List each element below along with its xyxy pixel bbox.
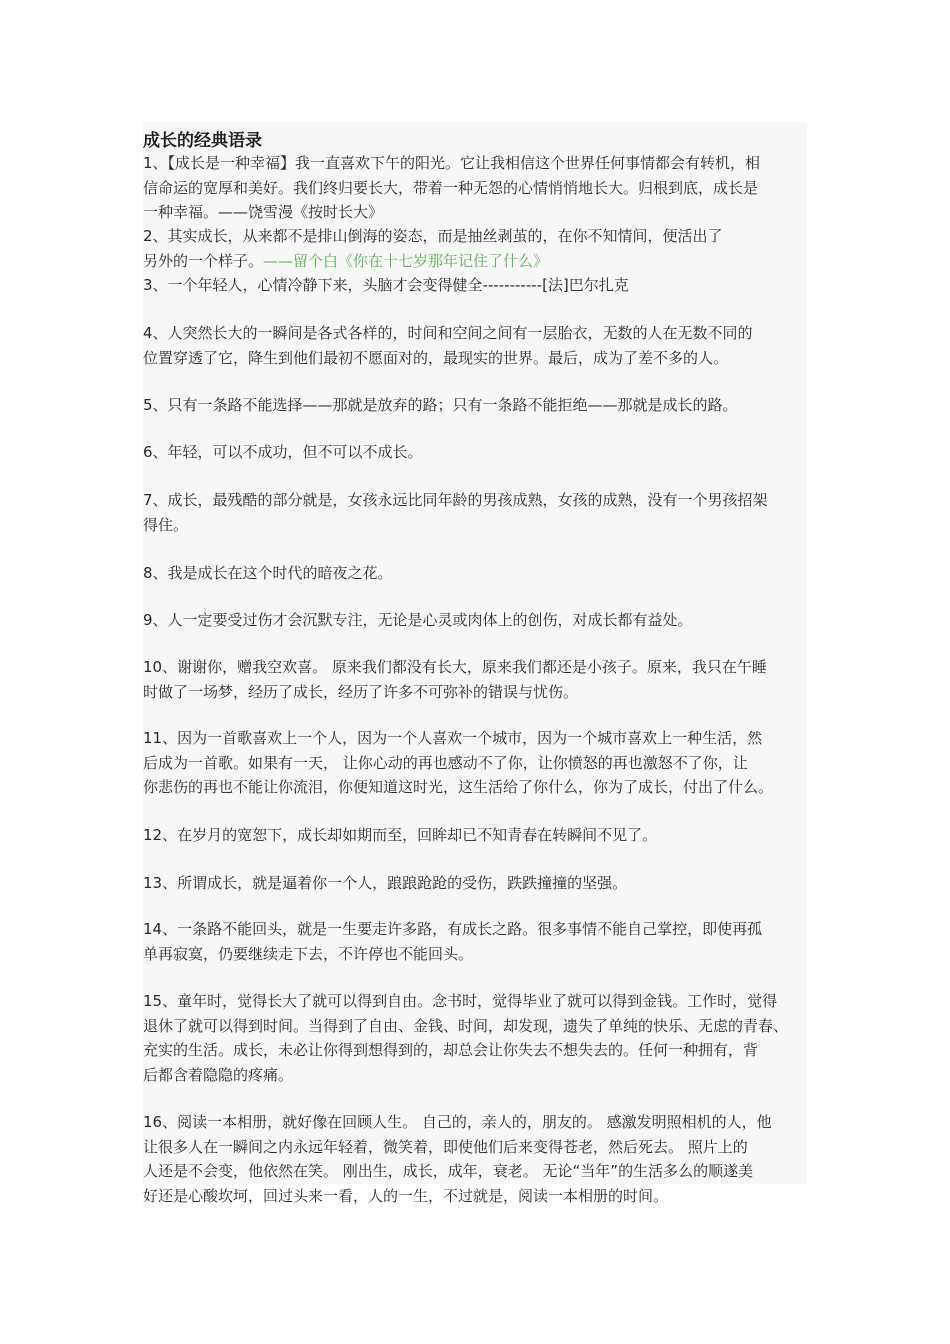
quote-line: 退休了就可以得到时间。当得到了自由、金钱、时间，却发现，遗失了单纯的快乐、无虑的青春、 — [143, 1016, 789, 1035]
quote-line: 16、阅读一本相册，就好像在回顾人生。 自己的，亲人的，朋友的。 感激发明照相机的人，他 — [143, 1113, 772, 1131]
quote-line: 11、因为一首歌喜欢上一个人，因为一个人喜欢一个城市，因为一个城市喜欢上一种生活，然 — [143, 729, 763, 747]
quote-16 — [143, 1110, 807, 1208]
quote-line: 位置穿透了它，降生到他们最初不愿面对的，最现实的世界。最后，成为了差不多的人。 — [143, 348, 729, 367]
quote-line: 单再寂寞，仍要继续走下去，不许停也不能回头。 — [143, 944, 474, 963]
quote-line: 8、我是成长在这个时代的暗夜之花。 — [143, 564, 393, 582]
quote-3 — [143, 273, 807, 298]
quote-text: 另外的一个样子。 — [143, 251, 264, 270]
quote-15 — [143, 989, 807, 1087]
quote-line — [143, 249, 807, 274]
quote-line: 后成为一首歌。如果有一天， 让你心动的再也感动不了你，让你愤怒的再也激怒不了你，让 — [143, 753, 748, 772]
quote-line: 后都含着隐隐的疼痛。 — [143, 1065, 294, 1084]
quote-line: 一种幸福。——饶雪漫《按时长大》 — [143, 203, 384, 221]
quote-line: 6、年轻，可以不成功，但不可以不成长。 — [143, 443, 423, 461]
quote-line: 你悲伤的再也不能让你流泪，你便知道这时光，这生活给了你什么，你为了成长，付出了什么。 — [143, 778, 774, 796]
quote-4 — [143, 321, 807, 370]
quote-12 — [143, 823, 807, 848]
quote-8 — [143, 561, 807, 586]
quote-11 — [143, 726, 807, 800]
quote-line: 让很多人在一瞬间之内永远年轻着，微笑着，即使他们后来变得苍老，然后死去。 照片上的 — [143, 1137, 748, 1156]
quote-line: 7、成长，最残酷的部分就是，女孩永远比同年龄的男孩成熟，女孩的成熟，没有一个男孩招架 — [143, 491, 768, 509]
quote-line: 5、只有一条路不能选择——那就是放弃的路；只有一条路不能拒绝——那就是成长的路。 — [143, 396, 738, 414]
quote-2 — [143, 224, 807, 273]
quote-line: 4、人突然长大的一瞬间是各式各样的，时间和空间之间有一层胎衣，无数的人在无数不同的 — [143, 324, 753, 342]
document-page — [143, 122, 807, 1205]
quote-line: 9、人一定要受过伤才会沉默专注，无论是心灵或肉体上的创伤，对成长都有益处。 — [143, 611, 693, 629]
quote-7 — [143, 488, 807, 537]
quote-6 — [143, 440, 807, 465]
quote-line: 3、一个年轻人，心情冷静下来，头脑才会变得健全-----------[法]巴尔扎克 — [143, 276, 629, 294]
quote-line: 时做了一场梦，经历了成长，经历了许多不可弥补的错误与忧伤。 — [143, 682, 579, 701]
quote-line: 10、谢谢你，赠我空欢喜。 原来我们都没有长大，原来我们都还是小孩子。原来，我只在午睡 — [143, 658, 767, 676]
quote-10 — [143, 655, 807, 704]
quote-line: 信命运的宽厚和美好。我们终归要长大，带着一种无怨的心情悄悄地长大。归根到底，成长是 — [143, 178, 759, 197]
quote-line: 人还是不会变，他依然在笑。 刚出生，成长，成年，衰老。 无论“当年”的生活多么的顺遂美 — [143, 1162, 754, 1180]
quote-1 — [143, 151, 807, 225]
quote-13 — [143, 871, 807, 896]
quote-9 — [143, 608, 807, 633]
quote-14 — [143, 917, 807, 966]
quote-5 — [143, 393, 807, 418]
quote-line: 15、童年时，觉得长大了就可以得到自由。念书时，觉得毕业了就可以得到金钱。工作时，觉得 — [143, 992, 778, 1010]
quote-line: 好还是心酸坎坷，回过头来一看，人的一生，不过就是，阅读一本相册的时间。 — [143, 1186, 669, 1205]
page-title: 成长的经典语录 — [143, 131, 262, 151]
quote-line: 12、在岁月的宽恕下，成长却如期而至，回眸却已不知青春在转瞬间不见了。 — [143, 826, 658, 844]
quote-line: 2、其实成长，从来都不是排山倒海的姿态，而是抽丝剥茧的，在你不知情间，便活出了 — [143, 227, 723, 245]
quote-line: 充实的生活。成长，未必让你得到想得到的，却总会让你失去不想失去的。任何一种拥有，背 — [143, 1041, 759, 1059]
quote-line: 1、【成长是一种幸福】我一直喜欢下午的阳光。它让我相信这个世界任何事情都会有转机，相 — [143, 154, 761, 172]
quote-line: 13、所谓成长，就是逼着你一个人，踉踉跄跄的受伤，跌跌撞撞的坚强。 — [143, 874, 628, 892]
quote-line: 14、一条路不能回头，就是一生要走许多路，有成长之路。很多事情不能自己掌控，即使再孤 — [143, 920, 763, 938]
quote-source-link[interactable]: ——留个白《你在十七岁那年记住了什么》 — [263, 251, 549, 270]
quote-line: 得住。 — [143, 515, 189, 534]
